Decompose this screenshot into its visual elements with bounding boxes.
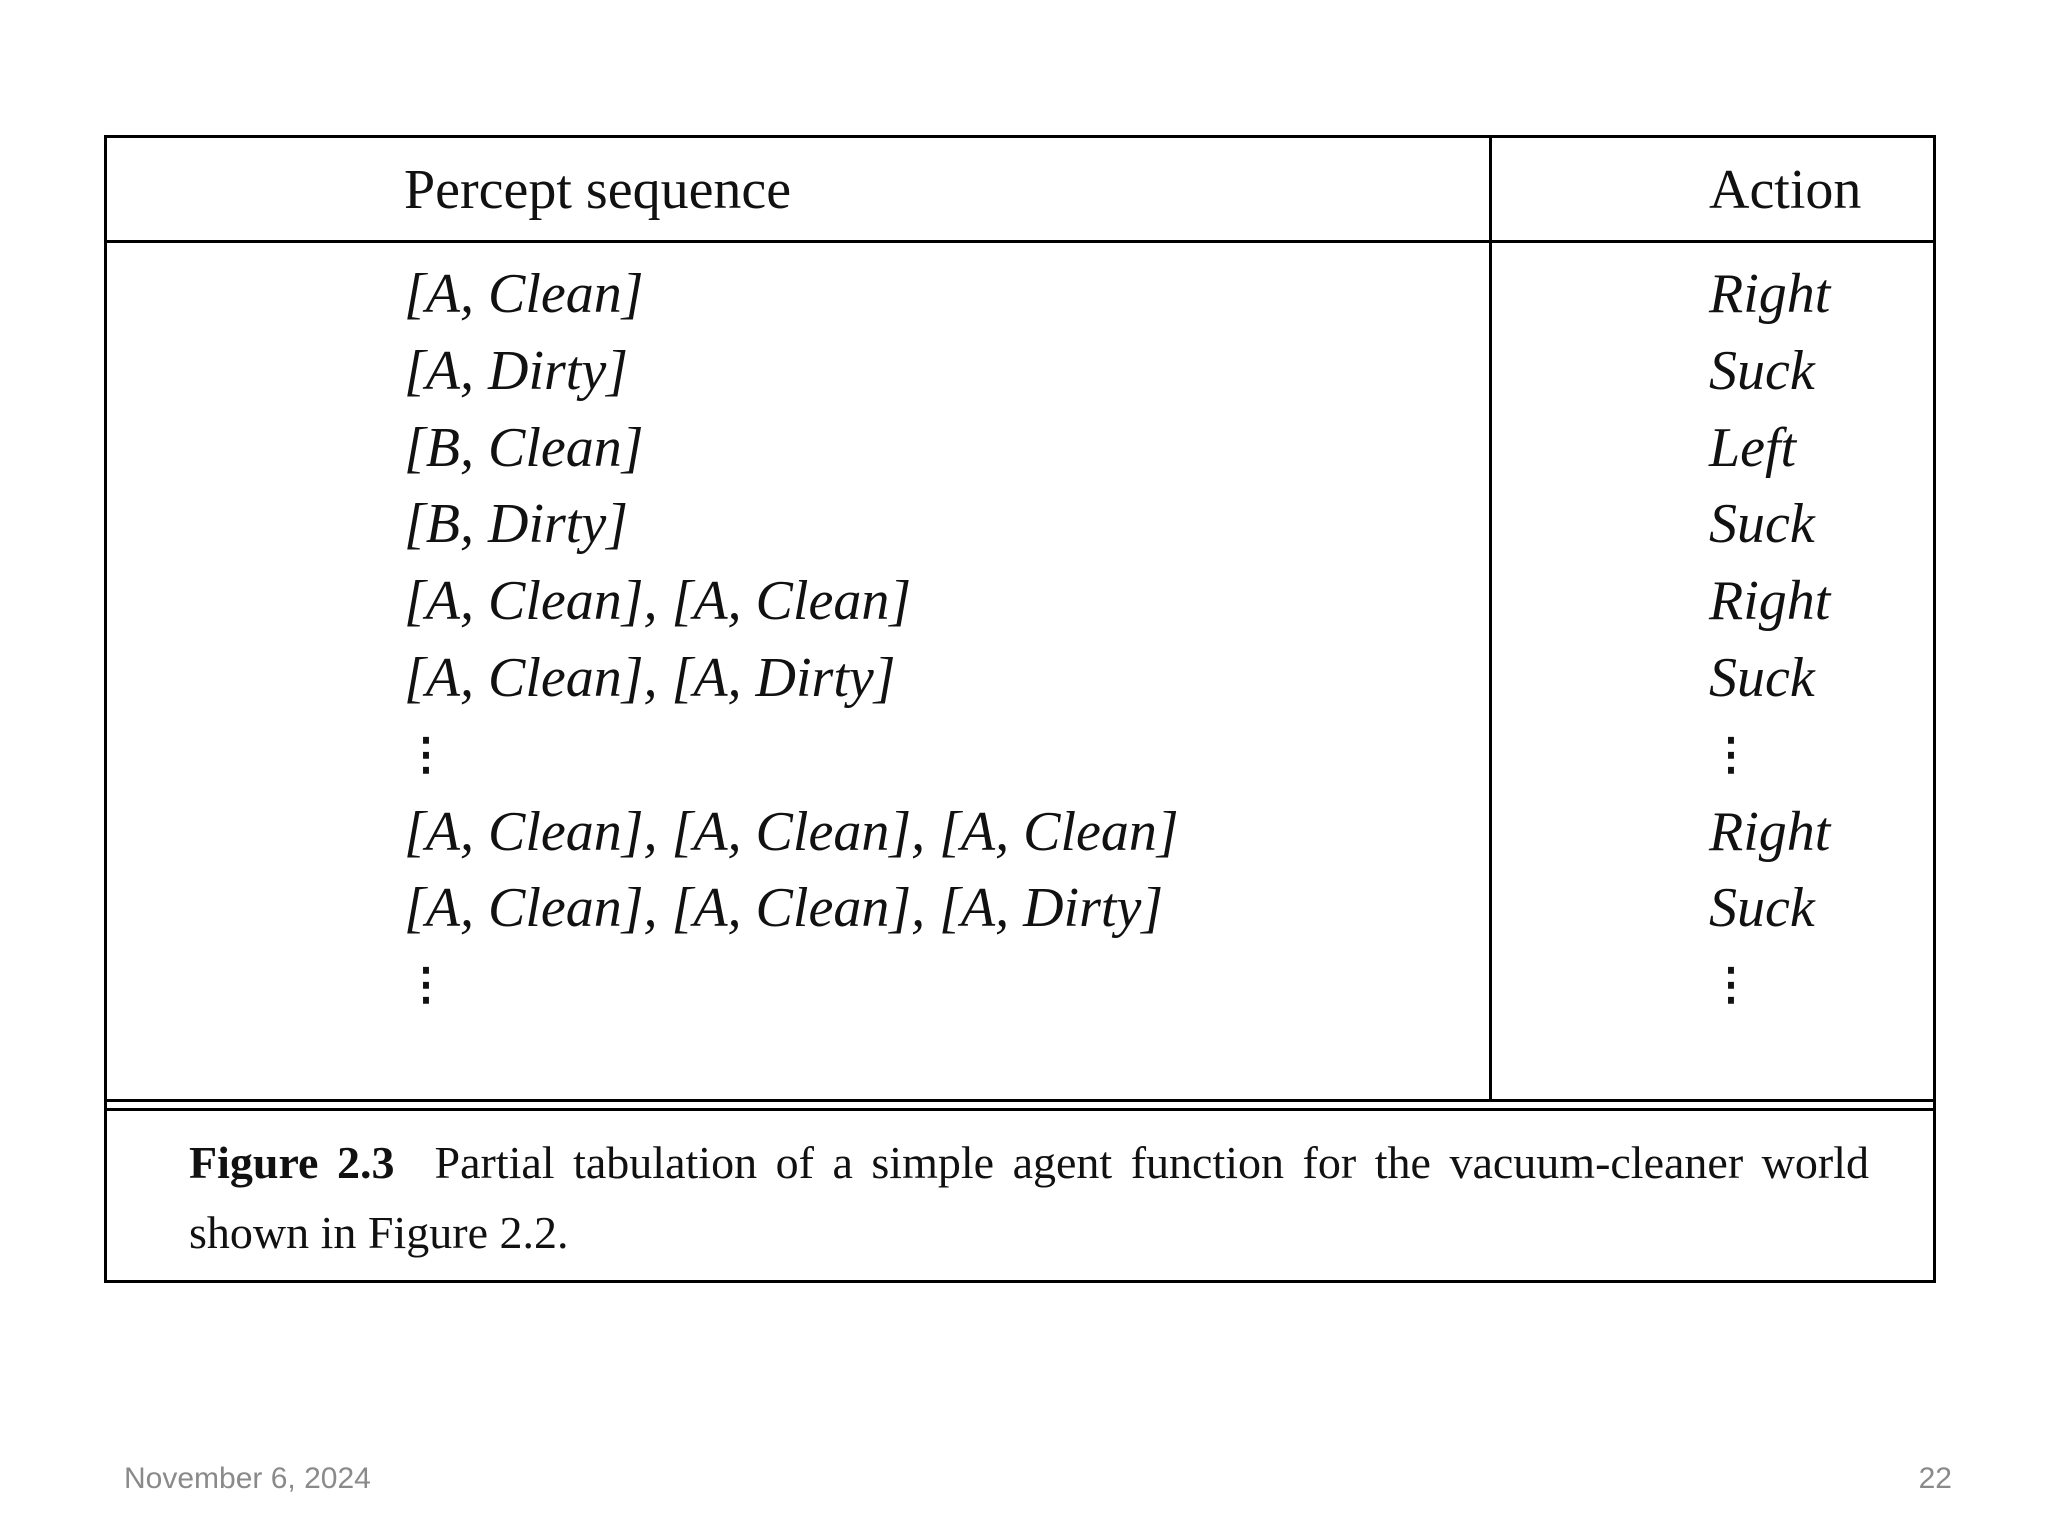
percept-sequence-cell: [A, Clean], [A, Clean], [A, Dirty]	[404, 877, 1164, 940]
percept-sequence-header: Percept sequence	[404, 159, 792, 221]
action-cell: Right	[1709, 800, 1831, 863]
header-rule	[107, 240, 1933, 243]
figure-label: Figure 2.3	[189, 1137, 395, 1188]
percept-sequence-cell: [B, Dirty]	[404, 493, 628, 556]
action-cell: Suck	[1709, 877, 1815, 940]
action-column	[1709, 256, 1830, 1024]
vertical-ellipsis: ⋮	[1709, 729, 1753, 779]
caption-rule-bottom	[107, 1108, 1933, 1111]
caption-rule-top	[107, 1099, 1933, 1102]
action-cell: Suck	[1709, 339, 1815, 402]
action-cell: Suck	[1709, 493, 1815, 556]
percept-sequence-cell: [B, Clean]	[404, 416, 644, 479]
page-number: 22	[1918, 1462, 1952, 1495]
action-header: Action	[1709, 159, 1862, 221]
action-cell: Suck	[1709, 646, 1815, 709]
percept-sequence-cell: [A, Clean]	[404, 263, 644, 325]
percept-sequence-cell: [A, Clean], [A, Clean]	[404, 570, 912, 633]
percept-sequence-cell: [A, Clean], [A, Clean], [A, Clean]	[404, 800, 1179, 863]
action-cell: Right	[1709, 570, 1831, 633]
figure-caption	[189, 1128, 1869, 1268]
action-cell: Right	[1709, 263, 1831, 325]
action-cell: Left	[1709, 416, 1797, 479]
figure-caption-text: Partial tabulation of a simple agent function for the vacuum-cleaner world shown in Figure 2.2.	[189, 1137, 1869, 1258]
footer-date: November 6, 2024	[124, 1462, 371, 1495]
vertical-ellipsis: ⋮	[404, 960, 448, 1010]
vertical-ellipsis: ⋮	[404, 729, 448, 779]
percept-sequence-cell: [A, Dirty]	[404, 339, 628, 402]
vertical-ellipsis: ⋮	[1709, 960, 1753, 1010]
figure-table	[104, 135, 1936, 1283]
column-divider	[1489, 138, 1492, 1099]
percept-sequence-column	[404, 256, 1179, 1024]
percept-sequence-cell: [A, Clean], [A, Dirty]	[404, 646, 896, 709]
